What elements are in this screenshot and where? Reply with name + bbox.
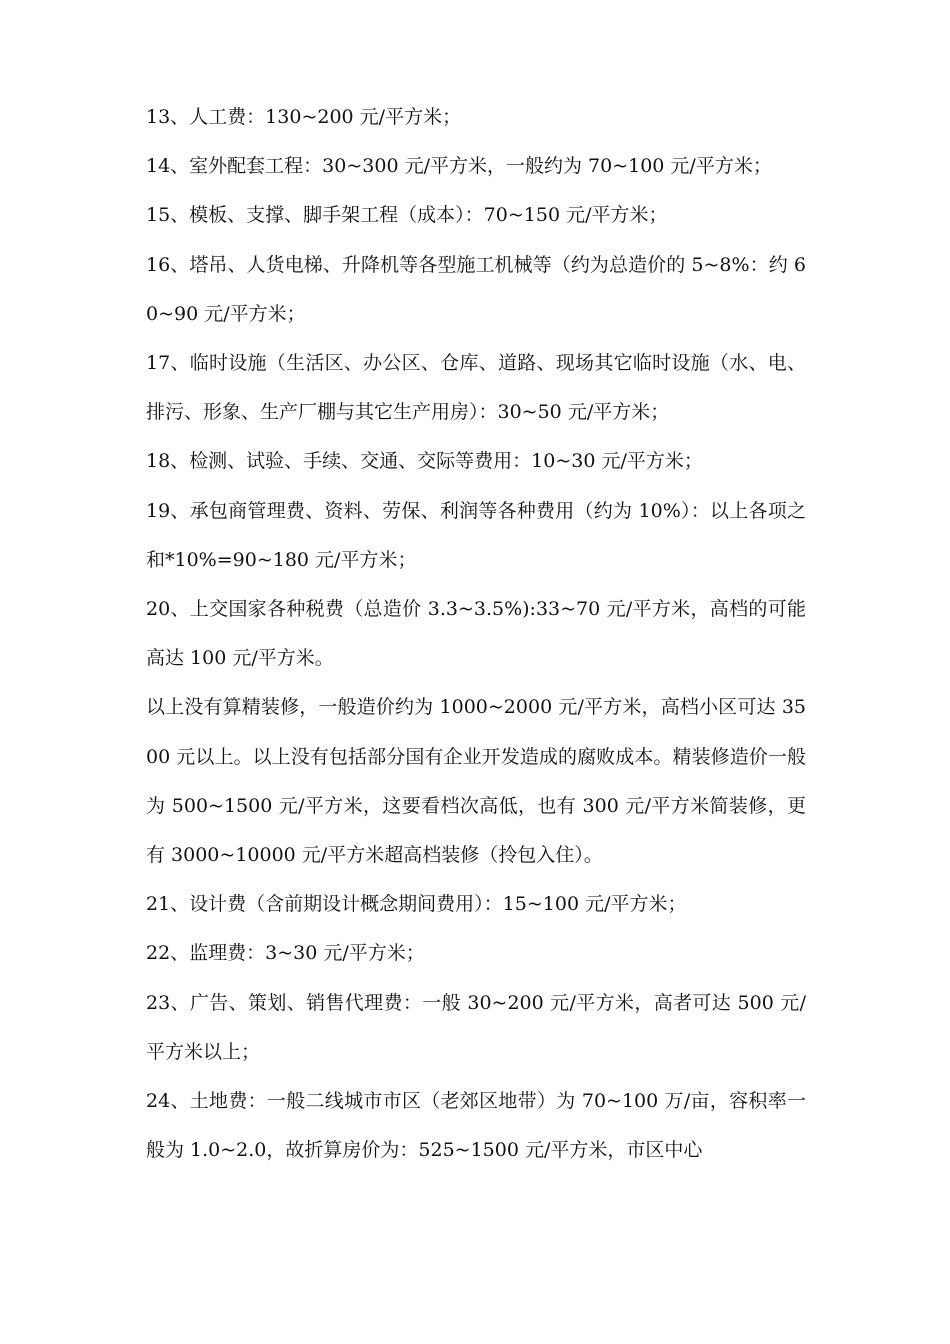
- item-22-supervision-fee: 22、监理费：3~30 元/平方米；: [146, 942, 425, 965]
- item-13-labor-cost: 13、人工费：130~200 元/平方米；: [146, 106, 462, 128]
- item-18-testing-fees: 18、检测、试验、手续、交通、交际等费用：10~30 元/平方米；: [146, 450, 703, 473]
- document-body: [146, 93, 806, 1175]
- decoration-note: 以上没有算精装修，一般造价约为 1000~2000 元/平方米，高档小区可达 3500 元以上。以上没有包括部分国有企业开发造成的腐败成本。精装修造价一般为 500~1500 元/平方米，这要看档次高低，也有 300 元/平方米简装修，更有 3000~10000 元/平方米超高档装修（拎包入住）。: [146, 696, 806, 867]
- item-20-taxes: 20、上交国家各种税费（总造价 3.3~3.5%):33~70 元/平方米，高档的可能高达 100 元/平方米。: [146, 598, 806, 670]
- item-23-marketing-fee: 23、广告、策划、销售代理费：一般 30~200 元/平方米，高者可达 500 元/平方米以上；: [146, 991, 806, 1063]
- item-24-land-cost: 24、土地费：一般二线城市市区（老郊区地带）为 70~100 万/亩，容积率一般为 1.0~2.0，故折算房价为：525~1500 元/平方米，市区中心: [146, 1090, 806, 1162]
- item-14-outdoor-works: 14、室外配套工程：30~300 元/平方米，一般约为 70~100 元/平方米；: [146, 155, 772, 178]
- item-16-construction-machinery: 16、塔吊、人货电梯、升降机等各型施工机械等（约为总造价的 5~8%：约 60~90 元/平方米；: [146, 253, 806, 325]
- item-15-formwork-scaffolding: 15、模板、支撑、脚手架工程（成本）：70~150 元/平方米；: [146, 204, 668, 227]
- item-17-temporary-facilities: 17、临时设施（生活区、办公区、仓库、道路、现场其它临时设施（水、电、排污、形象、生产厂棚与其它生产用房）：30~50 元/平方米；: [146, 352, 806, 424]
- item-19-contractor-management: 19、承包商管理费、资料、劳保、利润等各种费用（约为 10%）：以上各项之和*10%=90~180 元/平方米；: [146, 499, 806, 571]
- item-21-design-fee: 21、设计费（含前期设计概念期间费用）：15~100 元/平方米；: [146, 893, 687, 916]
